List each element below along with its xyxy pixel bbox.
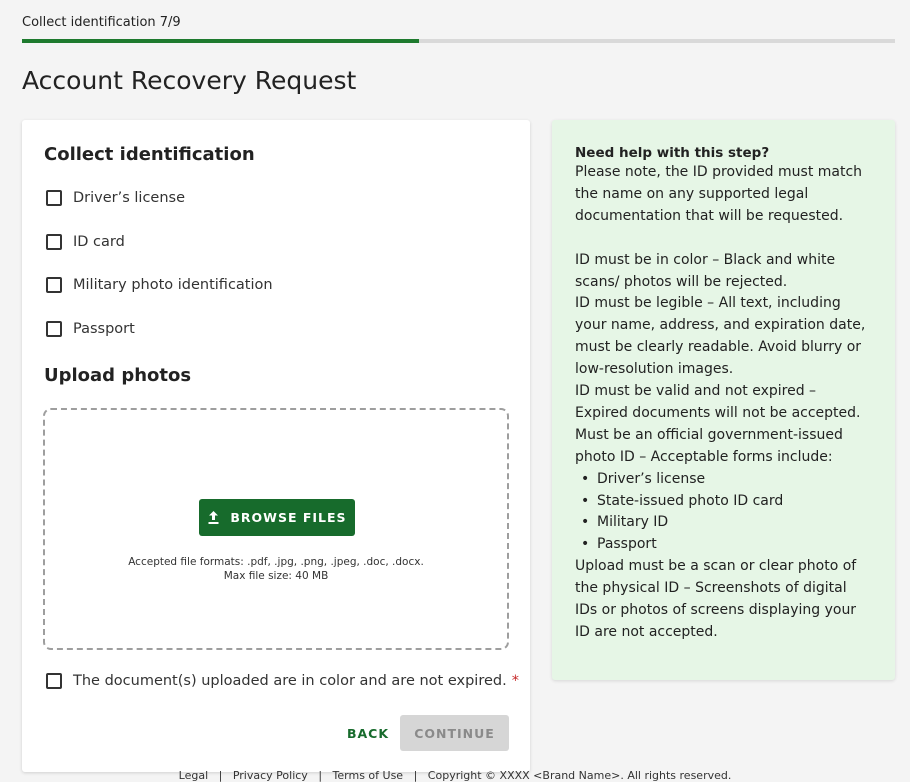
option-label: Passport — [73, 321, 135, 337]
confirm-label: The document(s) uploaded are in color and are not expired. — [73, 673, 507, 689]
help-title: Need help with this step? — [575, 145, 770, 161]
option-label: Military photo identification — [73, 277, 273, 293]
browse-files-button[interactable] — [199, 499, 355, 536]
option-id-card[interactable] — [46, 234, 125, 250]
accepted-forms-list — [575, 469, 873, 557]
drivers-license-checkbox[interactable] — [46, 190, 62, 206]
collect-identification-heading: Collect identification — [44, 144, 255, 165]
page-title: Account Recovery Request — [22, 66, 357, 95]
back-button[interactable]: BACK — [338, 720, 398, 746]
step-indicator: Collect identification 7/9 — [22, 15, 181, 30]
terms-of-use-link[interactable]: Terms of Use — [332, 769, 404, 782]
max-file-size-text: Max file size: 40 MB — [223, 570, 329, 582]
browse-files-label: BROWSE FILES — [230, 510, 347, 525]
footer — [0, 769, 910, 782]
list-item: • Military ID — [581, 512, 873, 534]
help-rule-color: ID must be in color – Black and white scans/ photos will be rejected. — [575, 251, 836, 290]
option-passport[interactable] — [46, 321, 135, 337]
list-item: • Passport — [581, 534, 873, 556]
option-label: ID card — [73, 234, 125, 250]
id-card-checkbox[interactable] — [46, 234, 62, 250]
progress-bar-fill — [22, 39, 419, 43]
footer-separator: | — [413, 769, 418, 782]
passport-checkbox[interactable] — [46, 321, 62, 337]
footer-separator: | — [218, 769, 223, 782]
upload-icon — [207, 510, 220, 525]
required-asterisk: * — [511, 673, 519, 689]
confirm-checkbox[interactable] — [46, 673, 62, 689]
upload-requirements — [45, 555, 507, 583]
legal-link[interactable]: Legal — [178, 769, 209, 782]
upload-photos-heading: Upload photos — [44, 365, 192, 386]
help-rule-legible: ID must be legible – All text, including your name, address, and expiration date, must be clearly readable. Avoid blurry or low-resolution images. — [575, 295, 866, 378]
help-intro: Please note, the ID provided must match the name on any supported legal documentation that will be requested. — [575, 164, 863, 224]
confirm-color-not-expired[interactable] — [46, 673, 519, 689]
list-item: • State-issued photo ID card — [581, 491, 873, 513]
file-dropzone[interactable] — [43, 408, 509, 650]
privacy-policy-link[interactable]: Privacy Policy — [232, 769, 308, 782]
help-panel — [552, 120, 895, 680]
accepted-formats-text: Accepted file formats: .pdf, .jpg, .png, .jpeg, .doc, .docx. — [128, 556, 424, 568]
help-rule-official: Must be an official government-issued photo ID – Acceptable forms include: — [575, 426, 843, 465]
copyright-text: Copyright © XXXX <Brand Name>. All rights reserved. — [427, 769, 732, 782]
help-rule-scan: Upload must be a scan or clear photo of the physical ID – Screenshots of digital IDs or photos of screens displaying your ID are not accepted. — [575, 558, 857, 641]
option-military-id[interactable] — [46, 277, 273, 293]
list-item: • Driver’s license — [581, 469, 873, 491]
option-label: Driver’s license — [73, 190, 186, 206]
option-drivers-license[interactable] — [46, 190, 185, 206]
military-id-checkbox[interactable] — [46, 277, 62, 293]
form-card — [22, 120, 530, 772]
help-rule-valid: ID must be valid and not expired – Expired documents will not be accepted. — [575, 383, 861, 421]
continue-button[interactable]: CONTINUE — [400, 715, 509, 751]
footer-separator: | — [318, 769, 323, 782]
progress-bar — [22, 39, 895, 43]
